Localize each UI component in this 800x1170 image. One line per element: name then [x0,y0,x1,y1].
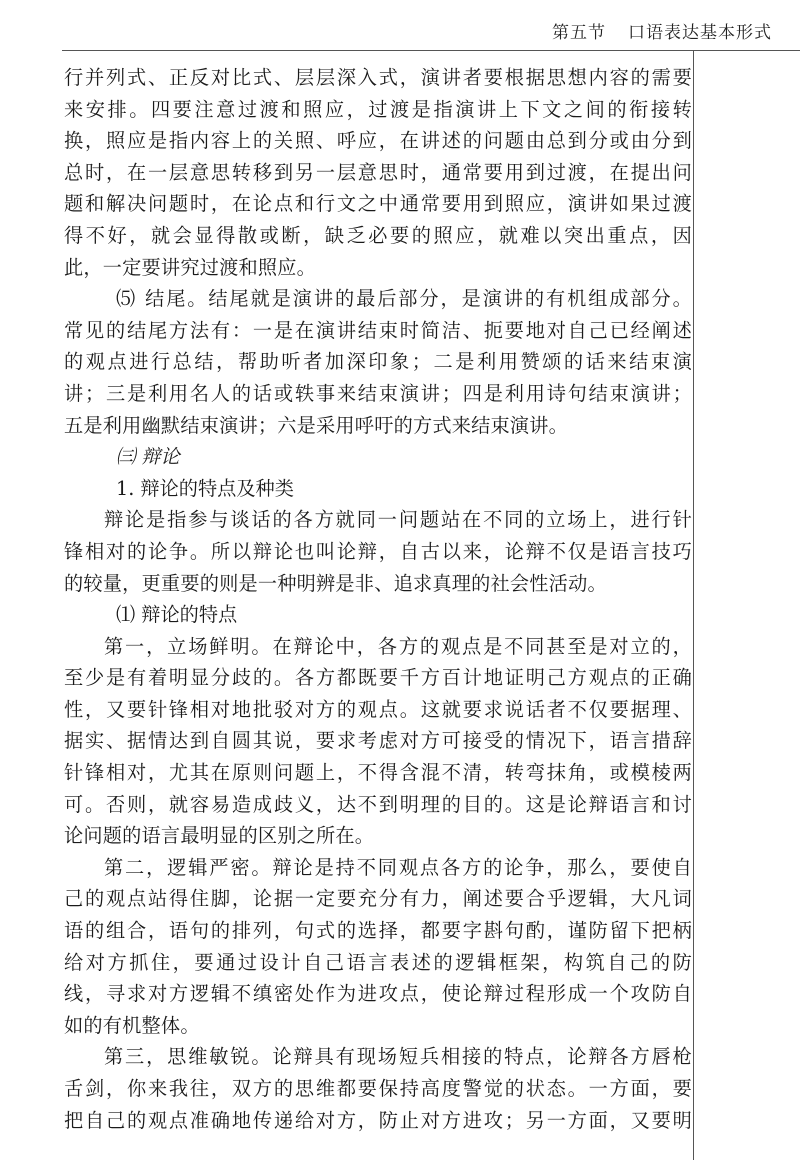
point-heading: ⑴ 辩论的特点 [116,603,238,627]
text-line: 五是利用幽默结束演讲；六是采用呼吁的方式来结束演讲。 [64,413,569,437]
text-line: 来安排。四要注意过渡和照应，过渡是指演讲上下文之间的衔接转 [64,97,692,121]
text-line: 的观点进行总结，帮助听者加深印象；二是利用赞颂的话来结束演 [64,350,692,374]
text-line: ⑸ 结尾。结尾就是演讲的最后部分，是演讲的有机组成部分。 [116,287,692,311]
text-line: 的较量，更重要的则是一种明辨是非、追求真理的社会性活动。 [64,571,607,595]
header-rule [62,50,800,51]
text-line: 行并列式、正反对比式、层层深入式，演讲者要根据思想内容的需要 [64,66,692,89]
paragraph [64,504,692,599]
paragraph [64,62,692,283]
header-section: 第五节 [552,23,606,43]
text-line: 换，照应是指内容上的关照、呼应，在讲述的问题由总到分或由分到 [64,129,692,153]
text-line: 语的组合，语句的排列，句式的选择，都要字斟句酌，谨防留下把柄 [64,919,692,943]
text-line: 至少是有着明显分歧的。各方都既要千方百计地证明己方观点的正确 [64,666,692,690]
text-line: 题和解决问题时，在论点和行文之中通常要用到照应，演讲如果过渡 [64,192,692,216]
text-line: 据实、据情达到自圆其说，要求考虑对方可接受的情况下，语言措辞 [64,729,692,753]
paragraph [64,631,692,852]
text-line: 给对方抓住，要通过设计自己语言表述的逻辑框架，构筑自己的防 [64,950,692,974]
section-heading: ㈢ 辩论 [116,445,180,469]
text-line: 针锋相对，尤其在原则问题上，不得含混不清，转弯抹角，或模棱两 [64,761,692,785]
text-line: 性，又要针锋相对地批驳对方的观点。这就要求说话者不仅要据理、 [64,697,692,721]
text-line: 总时，在一层意思转移到另一层意思时，通常要用到过渡，在提出问 [64,160,692,184]
text-line: 常见的结尾方法有：一是在演讲结束时简洁、扼要地对自己已经阐述 [64,318,692,342]
text-line: 舌剑，你来我往，双方的思维都要保持高度警觉的状态。一方面，要 [64,1077,692,1100]
text-line: 得不好，就会显得散或断，缺乏必要的照应，就难以突出重点，因 [64,223,692,247]
text-line: 锋相对的论争。所以辩论也叫论辩，自古以来，论辩不仅是语言技巧 [64,539,692,563]
text-line: 辩论是指参与谈话的各方就同一问题站在不同的立场上，进行针 [104,508,692,532]
text-line: 第一，立场鲜明。在辩论中，各方的观点是不同甚至是对立的， [104,634,692,658]
text-line: 第三，思维敏锐。论辩具有现场短兵相接的特点，论辩各方唇枪 [104,1045,692,1069]
margin-rule [693,50,694,1160]
text-line: 讲；三是利用名人的话或轶事来结束演讲；四是利用诗句结束演讲； [64,381,692,405]
text-line: 论问题的语言最明显的区别之所在。 [64,824,375,848]
text-line: 线，寻求对方逻辑不缜密处作为进攻点，使论辩过程形成一个攻防自 [64,982,692,1006]
text-line: 第二，逻辑严密。辩论是持不同观点各方的论争，那么，要使自 [104,855,692,879]
text-line: 可。否则，就容易造成歧义，达不到明理的目的。这是论辩语言和讨 [64,792,692,816]
running-header [552,18,772,43]
text-line: 己的观点站得住脚，论据一定要充分有力，阐述要合乎逻辑，大凡词 [64,887,692,911]
paragraph [64,1041,692,1136]
text-line: 把自己的观点准确地传递给对方，防止对方进攻；另一方面，又要明 [64,1108,692,1132]
subsection-heading: 1. 辩论的特点及种类 [116,476,294,500]
text-line: 此，一定要讲究过渡和照应。 [64,255,317,279]
paragraph [64,852,692,1042]
page-body [64,62,692,1136]
paragraph [64,283,692,441]
text-line: 如的有机整体。 [64,1013,200,1037]
header-title: 口语表达基本形式 [628,23,772,43]
